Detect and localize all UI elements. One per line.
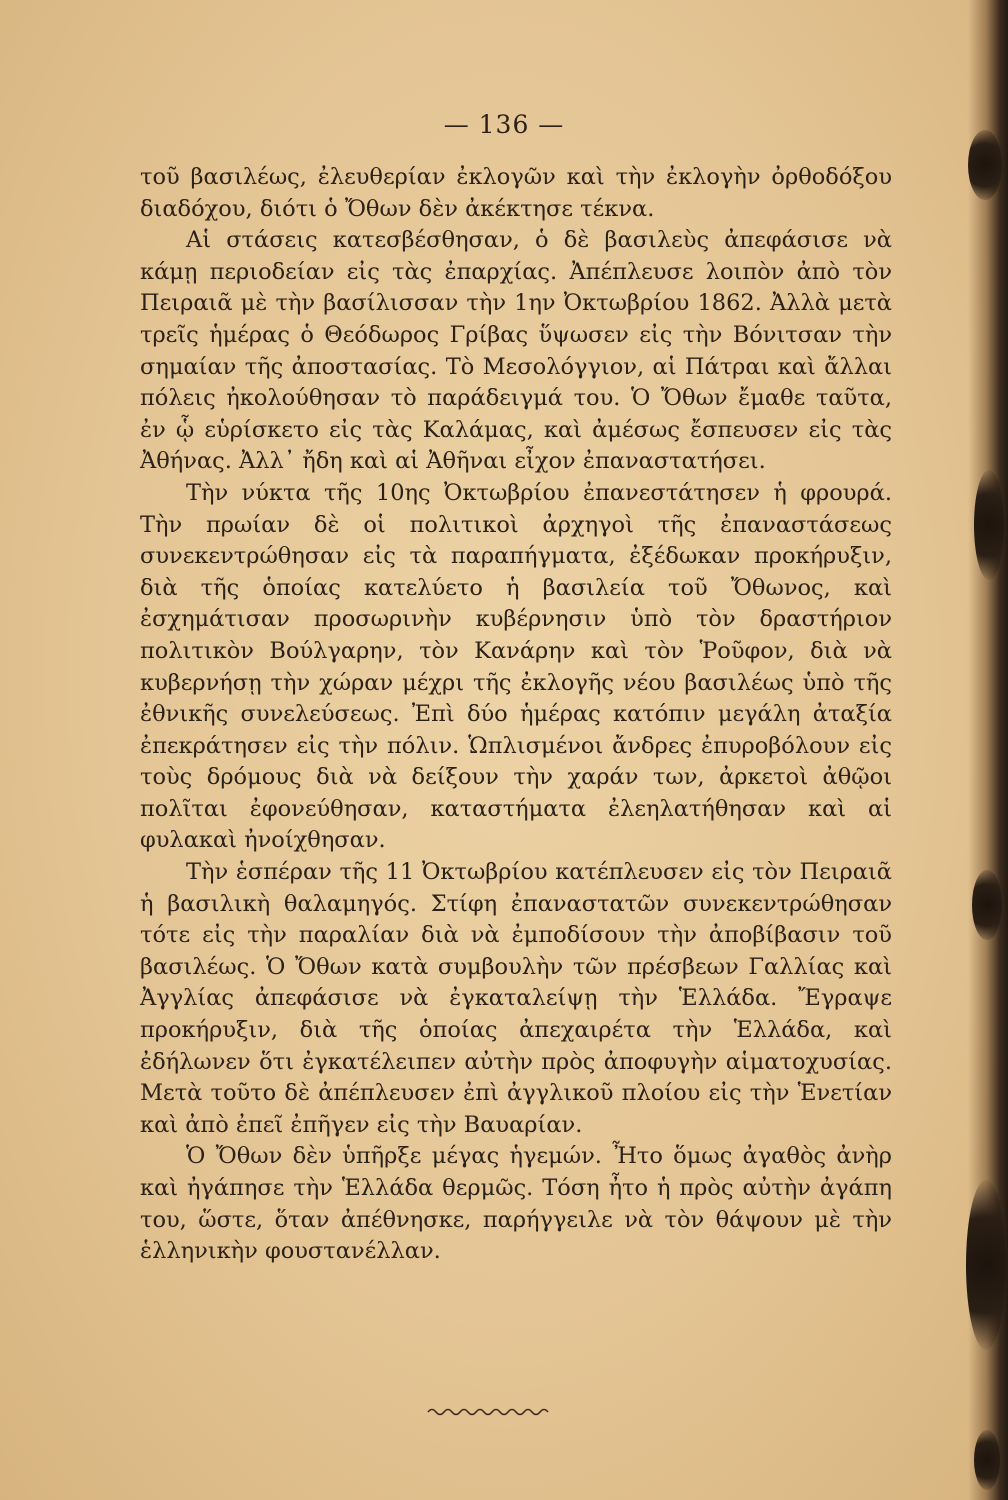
paragraph: Ὁ Ὄθων δὲν ὑπῆρξε μέγας ἡγεμών. Ἦτο ὅμως ἀγαθὸς ἀνὴρ καὶ ἠγάπησε τὴν Ἑλλάδα θερμῶς. Τόση ἦτο ἡ πρὸς αὐτὴν ἀγάπη του, ὥστε, ὅταν ἀπέθνησκε, παρήγγειλε νὰ τὸν θάψουν μὲ τὴν ἑλληνικὴν φουστανέλλαν. <box>140 1143 892 1265</box>
wavy-divider-ornament <box>426 1404 552 1420</box>
paragraph: Τὴν ἑσπέραν τῆς 11 Ὀκτωβρίου κατέπλευσεν εἰς τὸν Πειραιᾶ ἡ βασιλικὴ θαλαμηγός. Στίφη ἐπαναστατῶν συνεκεντρώθησαν τότε εἰς τὴν παραλίαν διὰ νὰ ἐμποδίσουν τὴν ἀποβίβασιν τοῦ βασιλέως. Ὁ Ὄθων κατὰ συμβουλὴν τῶν πρέσβεων Γαλλίας καὶ Ἀγγλίας ἀπεφάσισε νὰ ἐγκαταλείψῃ τὴν Ἑλλάδα. Ἔγραψε προκήρυξιν, διὰ τῆς ὁποίας ἀπεχαιρέτα τὴν Ἑλλάδα, καὶ ἐδήλωνεν ὅτι ἐγκατέλειπεν αὐτὴν πρὸς ἀποφυγὴν αἱματοχυσίας. Μετὰ τοῦτο δὲ ἀπέπλευσεν ἐπὶ ἀγγλικοῦ πλοίου εἰς τὴν Ἑνετίαν καὶ ἀπὸ ἐπεῖ ἐπῆγεν εἰς τὴν Βαυαρίαν. <box>140 859 892 1138</box>
page-number: — 136 — <box>443 110 565 139</box>
body-text <box>140 162 892 1268</box>
paragraph: Τὴν νύκτα τῆς 10ης Ὀκτωβρίου ἐπανεστάτησεν ἡ φρουρά. Τὴν πρωίαν δὲ οἱ πολιτικοὶ ἀρχηγοὶ τῆς ἐπαναστάσεως συνεκεντρώθησαν εἰς τὰ παραπήγματα, ἐξέδωκαν προκήρυξιν, διὰ τῆς ὁποίας κατελύετο ἡ βασιλεία τοῦ Ὄθωνος, καὶ ἐσχημάτισαν προσωρινὴν κυβέρνησιν ὑπὸ τὸν δραστήριον πολιτικὸν Βούλγαρην, τὸν Κανάρην καὶ τὸν Ῥοῦφον, διὰ νὰ κυβερνήσῃ τὴν χώραν μέχρι τῆς ἐκλογῆς νέου βασιλέως ὑπὸ τῆς ἐθνικῆς συνελεύσεως. Ἐπὶ δύο ἡμέρας κατόπιν μεγάλη ἀταξία ἐπεκράτησεν εἰς τὴν πόλιν. Ὡπλισμένοι ἄνδρες ἐπυροβόλουν εἰς τοὺς δρόμους διὰ νὰ δείξουν τὴν χαράν των, ἀρκετοὶ ἀθῷοι πολῖται ἐφονεύθησαν, καταστήματα ἐλεηλατήθησαν καὶ αἱ φυλακαὶ ἠνοίχθησαν. <box>140 479 892 854</box>
burn-mark <box>968 130 1002 200</box>
paragraph: τοῦ βασιλέως, ἐλευθερίαν ἐκλογῶν καὶ τὴν ἐκλογὴν ὀρθοδόξου διαδόχου, διότι ὁ Ὄθων δὲν ἀκέκτησε τέκνα. <box>140 164 892 222</box>
burn-mark <box>966 1180 1006 1350</box>
burn-mark <box>974 470 1004 580</box>
burn-mark <box>974 1430 1000 1490</box>
paragraph: Αἱ στάσεις κατεσβέσθησαν, ὁ δὲ βασιλεὺς ἀπεφάσισε νὰ κάμῃ περιοδείαν εἰς τὰς ἐπαρχίας. Ἀπέπλευσε λοιπὸν ἀπὸ τὸν Πειραιᾶ μὲ τὴν βασίλισσαν τὴν 1ην Ὀκτωβρίου 1862. Ἀλλὰ μετὰ τρεῖς ἡμέρας ὁ Θεόδωρος Γρίβας ὕψωσεν εἰς τὴν Βόνιτσαν τὴν σημαίαν τῆς ἀποστασίας. Τὸ Μεσολόγγιον, αἱ Πάτραι καὶ ἄλλαι πόλεις ἠκολούθησαν τὸ παράδειγμά του. Ὁ Ὄθων ἔμαθε ταῦτα, ἐν ᾧ εὑρίσκετο εἰς τὰς Καλάμας, καὶ ἀμέσως ἔσπευσεν εἰς τὰς Ἀθήνας. Ἀλλ᾽ ἤδη καὶ αἱ Ἀθῆναι εἶχον ἐπαναστατήσει. <box>140 227 892 475</box>
burn-mark <box>972 870 1002 940</box>
